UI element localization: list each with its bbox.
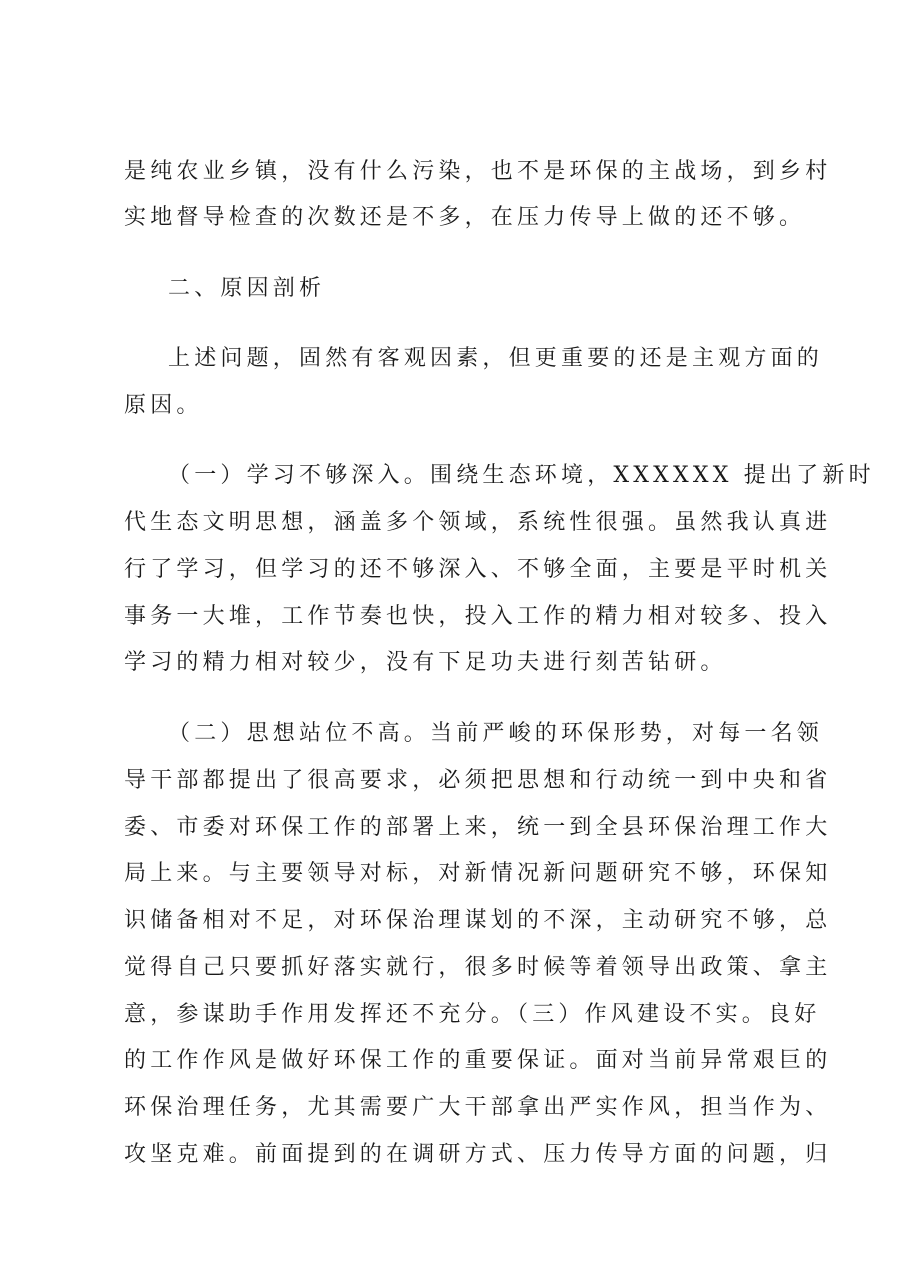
paragraph-line: 环保治理任务，尤其需要广大干部拿出严实作风，担当作为、: [124, 1095, 832, 1120]
paragraph-line: 攻坚克难。前面提到的在调研方式、压力传导方面的问题，归: [124, 1142, 832, 1167]
paragraph-line: 导干部都提出了很高要求，必须把思想和行动统一到中央和省: [124, 768, 832, 793]
paragraph-line: 识储备相对不足，对环保治理谋划的不深，主动研究不够，总: [124, 908, 832, 933]
paragraph-line: 事务一大堆，工作节奏也快，投入工作的精力相对较多、投入: [124, 604, 832, 629]
paragraph-line: 是纯农业乡镇，没有什么污染，也不是环保的主战场，到乡村: [124, 159, 832, 184]
paragraph-line: 委、市委对环保工作的部署上来，统一到全县环保治理工作大: [124, 815, 832, 840]
paragraph-line: 实地督导检查的次数还是不多，在压力传导上做的还不够。: [124, 205, 806, 230]
paragraph-line: 觉得自己只要抓好落实就行，很多时候等着领导出政策、拿主: [124, 955, 832, 980]
paragraph-line: 学习的精力相对较少，没有下足功夫进行刻苦钻研。: [124, 650, 727, 675]
paragraph-line: 原因。: [124, 393, 203, 418]
paragraph-line: 代生态文明思想，涵盖多个领域，系统性很强。虽然我认真进: [124, 510, 832, 535]
paragraph-line: 局上来。与主要领导对标，对新情况新问题研究不够，环保知: [124, 861, 832, 886]
paragraph-line: 行了学习，但学习的还不够深入、不够全面，主要是平时机关: [124, 557, 832, 582]
paragraph-line: 的工作作风是做好环保工作的重要保证。面对当前异常艰巨的: [124, 1048, 832, 1073]
paragraph-line: （二）思想站位不高。当前严峻的环保形势，对每一名领: [168, 721, 824, 746]
paragraph-line: 意，参谋助手作用发挥还不充分。（三）作风建设不实。良好: [124, 1002, 821, 1027]
paragraph-line: （一）学习不够深入。围绕生态环境，XXXXXX 提出了新时: [168, 463, 875, 488]
paragraph-line: 上述问题，固然有客观因素，但更重要的还是主观方面的: [168, 346, 824, 371]
section-heading: 二、原因剖析: [168, 276, 326, 301]
